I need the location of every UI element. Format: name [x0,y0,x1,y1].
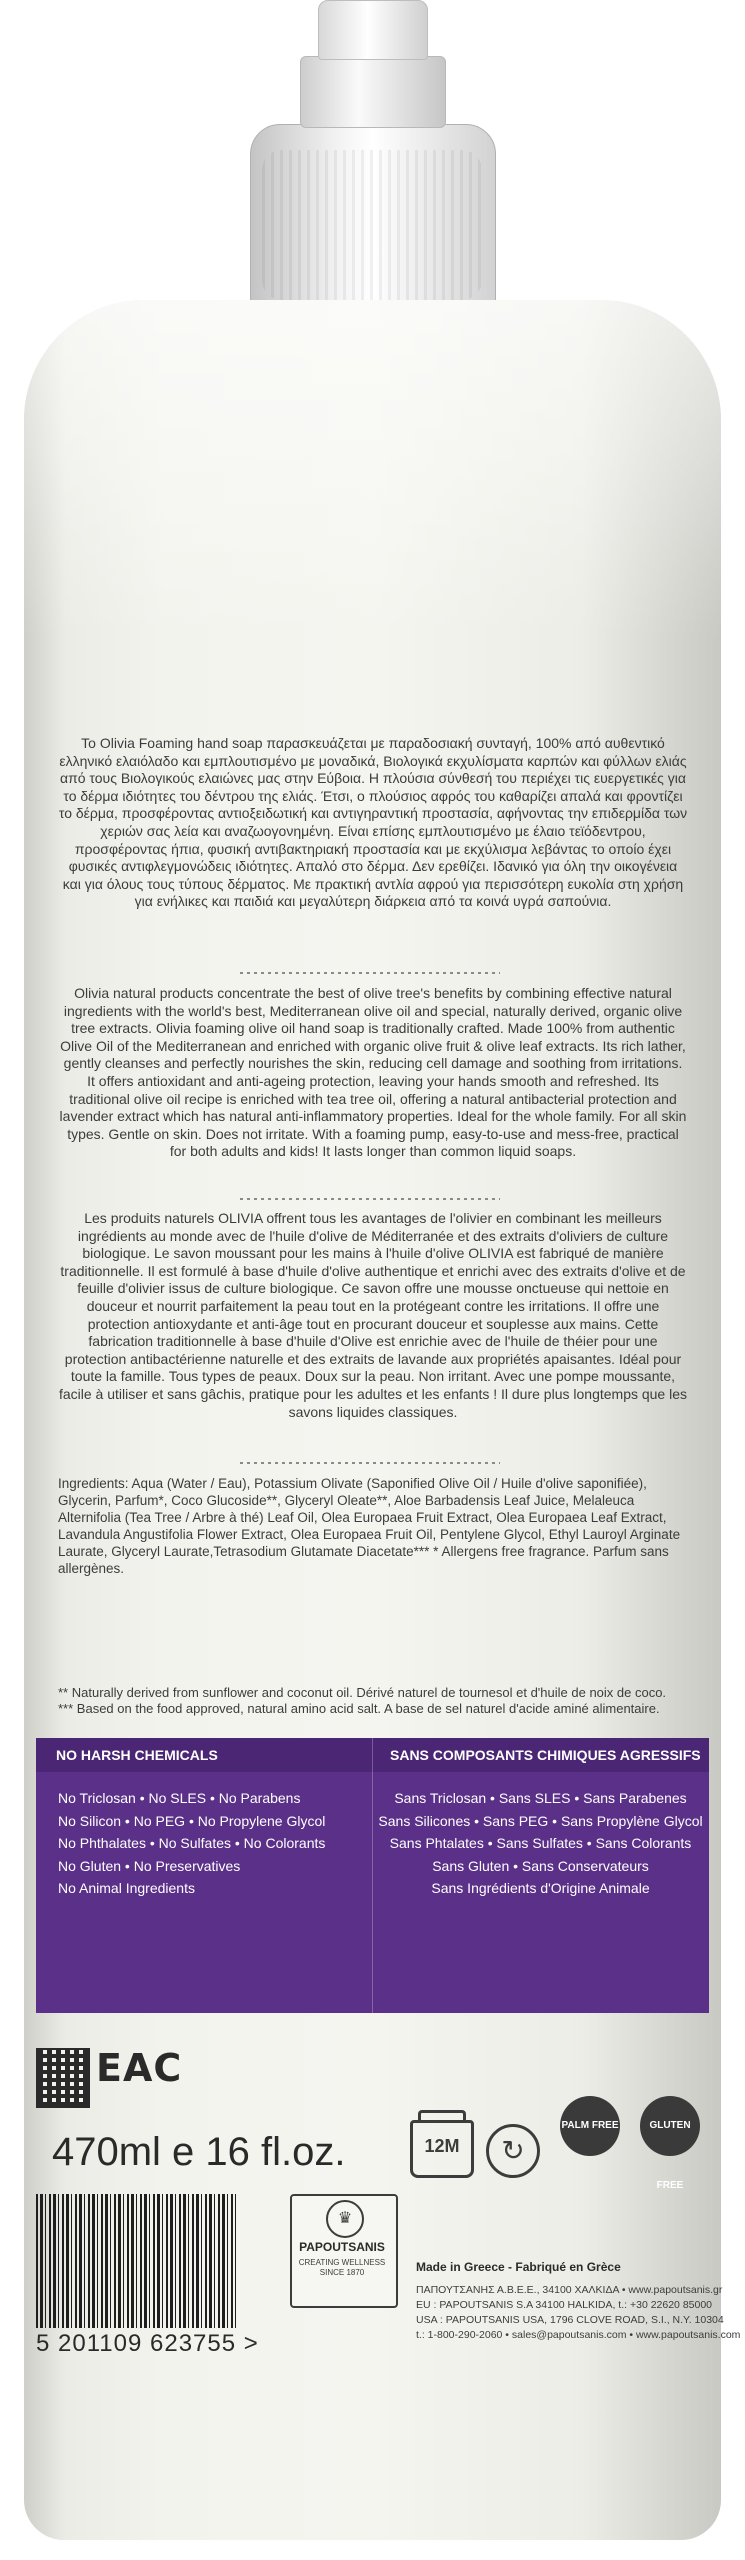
barcode-arrow: > [243,2330,259,2357]
band-item: No Silicon • No PEG • No Propylene Glycol [58,1812,326,1829]
brand-emblem-icon: ♛ [326,2200,364,2238]
pump-ribs [262,150,482,300]
qr-code [36,2048,90,2108]
footnote-1: ** Naturally derived from sunflower and coconut oil. Dérivé naturel de tournesol et d'huile de noix de coco. [58,1685,667,1700]
band-item: No Triclosan • No SLES • No Parabens [58,1790,301,1806]
band-item: Sans Ingrédients d'Origine Animale [431,1880,650,1896]
address-line: ΠΑΠΟΥΤΣΑΝΗΣ Α.Β.Ε.Ε., 34100 ΧΑΛΚΙΔΑ • www.papoutsanis.gr [416,2284,723,2296]
pump-cap [318,0,428,60]
band-item: No Animal Ingredients [58,1880,195,1896]
gluten-free-badge: GLUTEN FREE [640,2096,700,2156]
address-line: t.: 1-800-290-2060 • sales@papoutsanis.com • www.papoutsanis.com [416,2329,741,2341]
band-list-fr [372,1787,709,1900]
barcode-digits-middle: 201109 [58,2330,143,2357]
band-item: Sans Silicones • Sans PEG • Sans Propylène Glycol [378,1812,703,1829]
dotted-divider [240,1462,500,1464]
palm-free-badge: PALM FREE [560,2096,620,2156]
footnotes [58,1685,688,1717]
barcode-number [36,2330,259,2358]
dotted-divider [240,972,500,974]
band-item: No Phthalates • No Sulfates • No Colorants [58,1835,326,1851]
band-title-fr: SANS COMPOSANTS CHIMIQUES AGRESSIFS [372,1738,709,1772]
greek-description: Το Olivia Foaming hand soap παρασκευάζεται με παραδοσιακή συνταγή, 100% από αυθεντικό ελληνικό ελαιόλαδο και εμπλουτισμένο με μοναδικά, Βιολογικά εκχυλίσματα καρπών και φύλλων ελιάς από τους Βιολογικούς ελαιώνες μας στην Εύβοια. Η πλούσια σύνθεσή του περιέχει τις ευεργετικές για το δέρμα ιδιότητες του δέντρου της ελιάς. Έτσι, ο πλούσιος αφρός του καθαρίζει απαλά και φροντίζει το δέρμα, προσφέροντας αντιοξειδωτική και αντιγηραντική προστασία, αφήνοντας την επιδερμίδα των χεριών σας λεία και αναζωογονημένη. Είναι επίσης εμπλουτισμένο με έλαιο τεϊόδεντρου, προσφέροντας ήπια, φυσική αντιβακτηριακή προστασία και με εκχύλισμα λεβάντας το οποίο έχει φυσικές αντιφλεγμονώδεις ιδιότητες. Απαλό στο δέρμα. Δεν ερεθίζει. Ιδανικό για όλη την οικογένεια και για όλους τους τύπους δέρματος. Με πρακτική αντλία αφρού για περισσότερη ευκολία στη χρήση για ενήλικες και παιδιά και μεγαλύτερη διάρκεια από τα κοινά υγρά σαπούνια. [58,735,688,910]
made-in-label: Made in Greece - Fabriqué en Grèce [416,2260,621,2274]
band-item: Sans Triclosan • Sans SLES • Sans Parabenes [394,1790,687,1806]
band-title-en: NO HARSH CHEMICALS [36,1738,372,1772]
band-list-en [58,1787,358,1900]
volume-label: 470ml e 16 fl.oz. [52,2130,346,2174]
pao-label: 12M [424,2136,460,2156]
band-item: Sans Phtalates • Sans Sulfates • Sans Colorants [389,1835,692,1851]
brand-since: SINCE 1870 [319,2268,365,2277]
bottle-shoulder [24,300,721,640]
barcode [36,2194,236,2328]
band-item: No Gluten • No Preservatives [58,1857,241,1874]
eac-mark: EAC [96,2046,183,2090]
footnote-2: *** Based on the food approved, natural amino acid salt. A base de sel naturel d'acide aminé alimentaire. [58,1701,660,1716]
brand-tagline: CREATING WELLNESS [298,2258,386,2267]
french-description: Les produits naturels OLIVIA offrent tous les avantages de l'olivier en combinant les meilleurs ingrédients au monde avec de l'huile d'olive de Méditerranée et des extraits d'oliviers de culture biologique. Le savon moussant pour les mains à l'huile d'olive OLIVIA est fabriqué de manière traditionnelle. Il est formulé à base d'huile d'olive authentique et enrichi avec des extraits d'olive et de feuille d'olivier issus de culture biologique. Ce savon offre une mousse onctueuse qui nettoie en douceur et nourrit parfaitement la peau tout en la protégeant contre les irritations. Il offre une protection antioxydante et anti-âge tout en procurant douceur et souplesse aux mains. Cette fabrication traditionnelle à base d'huile d'Olive est enrichie avec de l'huile de théier pour une protection antibactérienne naturelle et des extraits de lavande aux propriétés apaisantes. Idéal pour toute la famille. Tous types de peaux. Doux sur la peau. Non irritant. Avec une pompe moussante, facile à utiliser et sans gâchis, pratique pour les adultes et les enfants ! Il dure plus longtemps que les savons liquides classiques. [58,1210,688,1420]
recycle-icon: ↻ [486,2124,540,2178]
english-description: Olivia natural products concentrate the best of olive tree's benefits by combining effective natural ingredients with the world's best, Mediterranean olive oil and special, naturally derived, organic olive tree extracts. Olivia foaming olive oil hand soap is traditionally crafted. Made 100% from authentic Olive Oil of the Mediterranean and enriched with organic olive fruit & olive leaf extracts. Its rich lather, gently cleanses and perfectly nourishes the skin, reducing cell damage and soothing from irritations. It offers antioxidant and anti-ageing protection, leaving your hands smooth and refreshed. Its traditional olive oil recipe is enriched with tea tree oil, offering a natural antibacterial protection and lavender extract which has natural anti-inflammatory properties. Ideal for the whole family. For all skin types. Gentle on skin. Does not irritate. With a foaming pump, easy-to-use and mess-free, practical for both adults and kids! It lasts longer than common liquid soaps. [59,985,687,1160]
ingredients-list: Ingredients: Aqua (Water / Eau), Potassium Olivate (Saponified Olive Oil / Huile d'olive saponifiée), Glycerin, Parfum*, Coco Glucoside**, Glyceryl Oleate**, Aloe Barbadensis Leaf Juice, Melaleuca Alternifolia (Tea Tree / Arbre à thé) Leaf Oil, Olea Europaea Fruit Extract, Olea Europaea Leaf Extract, Lavandula Angustifolia Flower Extract, Olea Europaea Fruit Oil, Pentylene Glycol, Ethyl Lauroyl Arginate Laurate, Glyceryl Laurate,Tetrasodium Glutamate Diacetate*** * Allergens free fragrance. Parfum sans allergènes. [58,1476,681,1576]
address-line: EU : PAPOUTSANIS S.A 34100 HALKIDA, t.: +30 22620 85000 [416,2299,713,2311]
barcode-digit-first: 5 [36,2330,51,2357]
address-line: USA : PAPOUTSANIS USA, 1796 CLOVE ROAD, S.I., N.Y. 10304 [416,2314,724,2326]
brand-name: PAPOUTSANIS [299,2240,385,2254]
pump-neck [300,56,446,128]
dotted-divider [240,1198,500,1200]
barcode-digits-last: 623755 [150,2330,237,2357]
band-item: Sans Gluten • Sans Conservateurs [432,1857,649,1874]
